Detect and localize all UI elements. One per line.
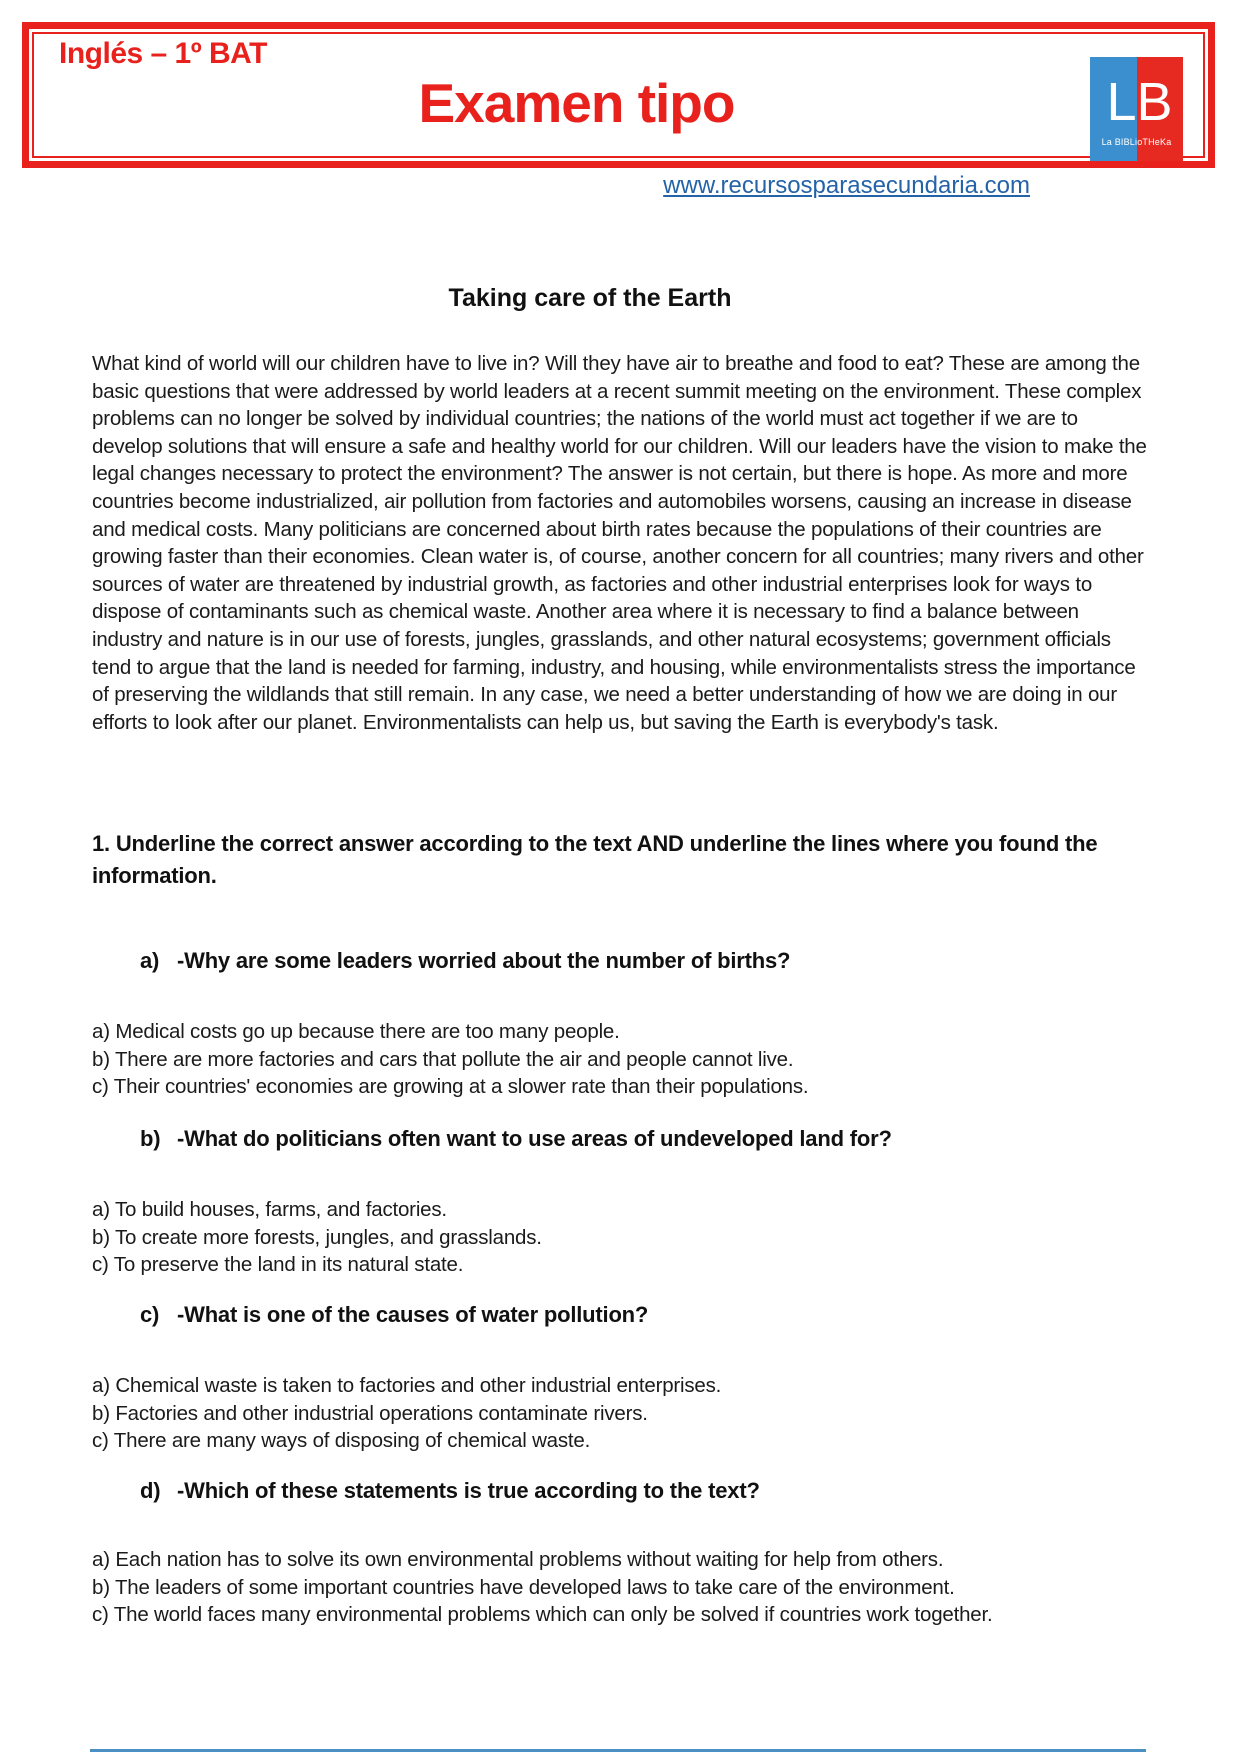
option: b) There are more factories and cars that pollute the air and people cannot live. [92,1047,794,1071]
option: a) Medical costs go up because there are too many people. [92,1020,620,1043]
lb-logo [1090,57,1183,161]
question-b-prompt [140,1126,892,1152]
reading-paragraph: What kind of world will our children have to live in? Will they have air to breathe and food to eat? These are among the basic questions that were addressed by world leaders at a recent summit meeting on the environment. These complex problems can no longer be solved by individual countries; the nations of the world must act together if we are to develop solutions that will ensure a safe and healthy world for our children. Will our leaders have the vision to make the legal changes necessary to protect the environment? The answer is not certain, but there is hope. As more and more countries become industrialized, air pollution from factories and automobiles worsens, causing an increase in disease and medical costs. Many politicians are concerned about birth rates because the populations of their countries are growing faster than their economies. Clean water is, of course, another concern for all countries; many rivers and other sources of water are threatened by industrial growth, as factories and other industrial enterprises look for ways to dispose of contaminants such as chemical waste. Another area where it is necessary to find a balance between industry and nature is in our use of forests, jungles, grasslands, and other natural ecosystems; government officials tend to argue that the land is needed for farming, industry, and housing, while environmentalists stress the importance of preserving the wildlands that still remain. In any case, we need a better understanding of how we are doing in our efforts to look after our planet. Environmentalists can help us, but saving the Earth is everybody's task. [92,352,1147,734]
website-link[interactable]: www.recursosparasecundaria.com [663,172,1030,199]
option: b) Factories and other industrial operations contaminate rivers. [92,1401,648,1425]
option: b) To create more forests, jungles, and grasslands. [92,1225,542,1249]
footer-rule [90,1749,1146,1752]
lb-logo-caption: La BIBLioTHeKa [1101,137,1172,147]
option: a) Each nation has to solve its own environmental problems without waiting for help from others. [92,1548,944,1571]
question-c-letter: c) [140,1302,160,1327]
lb-logo-letter-l: L [1106,72,1137,132]
question-a-text: -Why are some leaders worried about the number of births? [177,948,791,973]
question-a-prompt [140,948,790,974]
question-d-text: -Which of these statements is true according to the text? [177,1478,760,1503]
option: a) Chemical waste is taken to factories and other industrial enterprises. [92,1374,722,1397]
question-a-options [92,1018,808,1101]
question-b-text: -What do politicians often want to use areas of undeveloped land for? [177,1126,892,1151]
question-d-letter: d) [140,1478,161,1503]
header-banner [22,22,1215,168]
option: b) The leaders of some important countries have developed laws to take care of the environment. [92,1575,955,1599]
question-c-text: -What is one of the causes of water pollution? [177,1302,649,1327]
option: c) Their countries' economies are growing at a slower rate than their populations. [92,1075,809,1098]
reading-title: Taking care of the Earth [448,284,732,312]
option: a) To build houses, farms, and factories. [92,1198,447,1221]
option: c) There are many ways of disposing of chemical waste. [92,1429,591,1452]
question-c-prompt [140,1302,648,1328]
lb-logo-letter-b: B [1136,72,1173,132]
question-d-prompt [140,1478,760,1504]
option: c) The world faces many environmental problems which can only be solved if countries work together. [92,1603,993,1626]
site-link-row [0,172,1241,200]
question-c-options [92,1372,721,1455]
exercise-instruction: 1. Underline the correct answer according to the text AND underline the lines where you found the information. [92,831,1098,888]
question-a-letter: a) [140,948,160,973]
exam-title: Examen tipo [418,72,735,134]
option: c) To preserve the land in its natural state. [92,1253,464,1276]
question-b-options [92,1196,542,1279]
question-d-options [92,1546,993,1629]
course-label: Inglés – 1º BAT [59,37,267,70]
question-b-letter: b) [140,1126,161,1151]
